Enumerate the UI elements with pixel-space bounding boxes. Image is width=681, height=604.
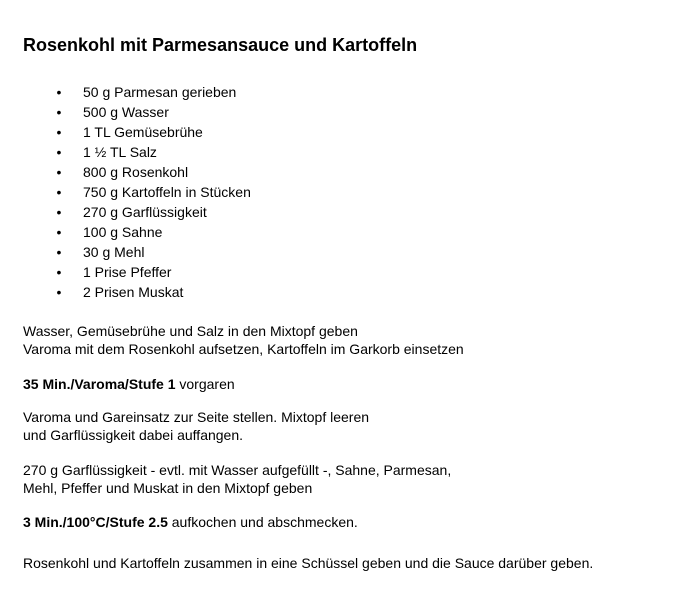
step-paragraph-6 (23, 554, 593, 572)
ingredient-text: 2 Prisen Muskat (83, 284, 184, 300)
step-line: und Garflüssigkeit dabei auffangen. (23, 427, 244, 443)
bullet-icon: • (56, 224, 62, 240)
ingredient-item (0, 242, 251, 262)
bullet-icon: • (56, 104, 62, 120)
step-line: Varoma mit dem Rosenkohl aufsetzen, Kartoffeln im Garkorb einsetzen (23, 341, 464, 357)
cooking-setting: 3 Min./100°C/Stufe 2.5 (23, 514, 168, 530)
step-line: Wasser, Gemüsebrühe und Salz in den Mixtopf geben (23, 323, 358, 339)
step-paragraph-5 (23, 513, 358, 531)
ingredient-item (0, 122, 251, 142)
bullet-icon: • (56, 264, 62, 280)
ingredient-item (0, 82, 251, 102)
ingredient-item (0, 222, 251, 242)
step-line: Mehl, Pfeffer und Muskat in den Mixtopf geben (23, 480, 313, 496)
bullet-icon: • (56, 184, 62, 200)
ingredient-list (0, 82, 251, 302)
step-paragraph-4 (23, 461, 451, 497)
step-line: Varoma und Gareinsatz zur Seite stellen. Mixtopf leeren (23, 409, 370, 425)
ingredient-text: 50 g Parmesan gerieben (83, 84, 237, 100)
bullet-icon: • (56, 244, 62, 260)
ingredient-text: 750 g Kartoffeln in Stücken (83, 184, 251, 200)
ingredient-text: 500 g Wasser (83, 104, 169, 120)
bullet-icon: • (56, 144, 62, 160)
ingredient-text: 270 g Garflüssigkeit (83, 204, 207, 220)
ingredient-item (0, 102, 251, 122)
step-text: aufkochen und abschmecken. (167, 514, 358, 530)
ingredient-item (0, 202, 251, 222)
bullet-icon: • (56, 204, 62, 220)
bullet-icon: • (56, 284, 62, 300)
ingredient-item (0, 162, 251, 182)
step-text: vorgaren (175, 376, 235, 392)
ingredient-text: 1 TL Gemüsebrühe (83, 124, 203, 140)
bullet-icon: • (56, 124, 62, 140)
recipe-title: Rosenkohl mit Parmesansauce und Kartoffeln (23, 35, 418, 55)
step-paragraph-1 (23, 322, 464, 358)
ingredient-item (0, 262, 251, 282)
ingredient-text: 1 ½ TL Salz (83, 144, 157, 160)
step-paragraph-2 (23, 375, 235, 393)
cooking-setting: 35 Min./Varoma/Stufe 1 (23, 376, 176, 392)
ingredient-item (0, 142, 251, 162)
ingredient-text: 30 g Mehl (83, 244, 145, 260)
ingredient-text: 1 Prise Pfeffer (83, 264, 172, 280)
ingredient-item (0, 182, 251, 202)
ingredient-item (0, 282, 251, 302)
ingredient-text: 100 g Sahne (83, 224, 163, 240)
step-line: Rosenkohl und Kartoffeln zusammen in eine Schüssel geben und die Sauce darüber geben. (23, 555, 594, 571)
step-line: 270 g Garflüssigkeit - evtl. mit Wasser aufgefüllt -, Sahne, Parmesan, (23, 462, 452, 478)
bullet-icon: • (56, 84, 62, 100)
bullet-icon: • (56, 164, 62, 180)
step-paragraph-3 (23, 408, 369, 444)
ingredient-text: 800 g Rosenkohl (83, 164, 189, 180)
